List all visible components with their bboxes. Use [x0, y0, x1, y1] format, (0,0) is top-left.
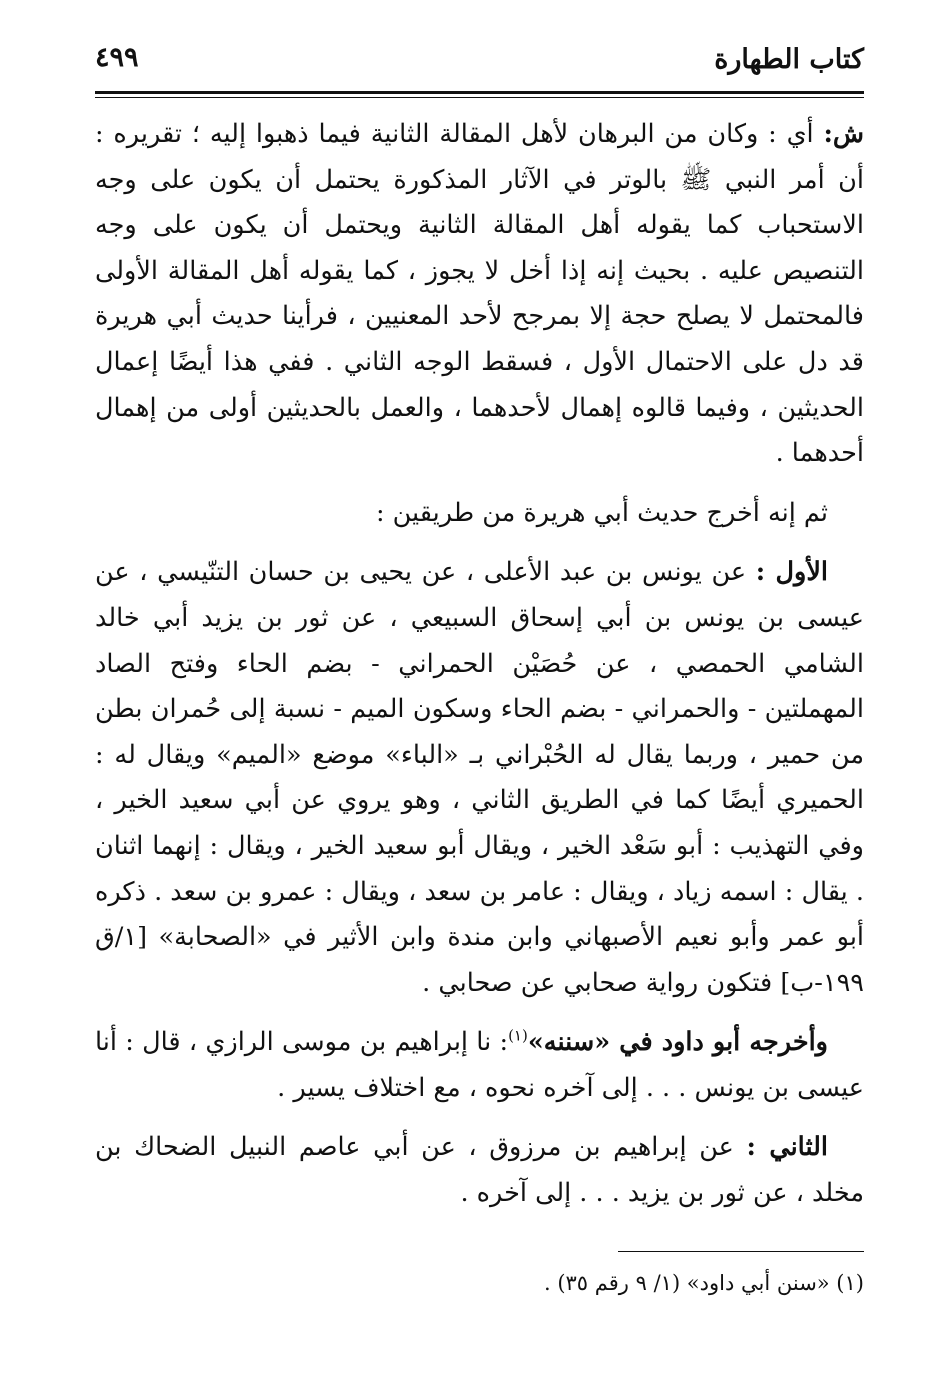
paragraph-lead: وأخرجه أبو داود في «سننه» — [527, 1027, 828, 1058]
main-text — [95, 112, 864, 1217]
chapter-title: كتاب الطهارة — [714, 44, 864, 75]
footnote-rule — [618, 1251, 864, 1252]
page-header — [95, 40, 864, 90]
paragraph-text: : نا إبراهيم بن موسى الرازي ، قال : أنا عيسى بن يونس . . . إلى آخره نحوه ، مع اختلاف يسير . — [95, 1027, 864, 1103]
footnote-reference[interactable]: (١) — [508, 1026, 528, 1045]
abu-dawud-paragraph — [95, 1020, 864, 1111]
header-rule-thin — [95, 97, 864, 98]
paragraph-text: عن إبراهيم بن مرزوق ، عن أبي عاصم النبيل الضحاك بن مخلد ، عن ثور بن يزيد . . . إلى آخره . — [95, 1132, 864, 1209]
paragraph-lead: ش: — [823, 119, 864, 149]
paragraph-lead: الأول : — [755, 557, 829, 588]
paragraph-lead: الثاني : — [746, 1132, 828, 1163]
second-route-paragraph — [95, 1125, 864, 1216]
page-number: ٤٩٩ — [95, 42, 139, 73]
paragraph-text: أي : وكان من البرهان لأهل المقالة الثانية فيما ذهبوا إليه ؛ تقريره : أن أمر النبي ﷺ بالوتر في الآثار المذكورة يحتمل أن يكون على وجه الاستحباب كما يقوله أهل المقالة الثانية ويحتمل أن يكون على وجه التنصيص عليه . بحيث إنه إذا أخل لا يجوز ، كما يقوله أهل المقالة الأولى فالمحتمل لا يصلح حجة إلا بمرجح لأحد المعنيين ، فرأينا حديث أبي هريرة قد دل على الاحتمال الأول ، فسقط الوجه الثاني . ففي هذا أيضًا إعمال الحديثين ، وفيما قالوه إهمال لأحدهما ، والعمل بالحديثين أولى من إهمال أحدهما . — [95, 119, 864, 469]
paragraph-text: ثم إنه أخرج حديث أبي هريرة من طريقين : — [375, 497, 828, 528]
header-rule-thick — [95, 91, 864, 94]
first-route-paragraph — [95, 550, 864, 1006]
intro-paragraph — [95, 491, 864, 537]
paragraph-text: عن يونس بن عبد الأعلى ، عن يحيى بن حسان التنّيسي ، عن عيسى بن يونس بن أبي إسحاق السبيعي ، عن ثور بن يزيد أبي خالد الشامي الحمصي ، عن حُصَيْن الحمراني - بضم الحاء وفتح الصاد المهملتين - والحمراني - بضم الحاء وسكون الميم - نسبة إلى حُمران بطن من حمير ، وربما يقال له الحُبْراني بـ «الباء» موضع «الميم» ويقال له : الحميري أيضًا كما في الطريق الثاني ، وهو يروي عن أبي سعيد الخير ، وفي التهذيب : أبو سَعْد الخير ، ويقال أبو سعيد الخير ، ويقال : إنهما اثنان . يقال : اسمه زياد ، ويقال : عامر بن سعد ، ويقال : عمرو بن سعد . ذكره أبو عمر وأبو نعيم الأصبهاني وابن مندة وابن الأثير في «الصحابة» [١/ق ١٩٩-ب] فتكون رواية صحابي عن صحابي . — [95, 557, 864, 998]
commentary-paragraph — [95, 112, 864, 477]
footnote: (١) «سنن أبي داود» (١/ ٩ رقم ٣٥) . — [543, 1271, 864, 1295]
